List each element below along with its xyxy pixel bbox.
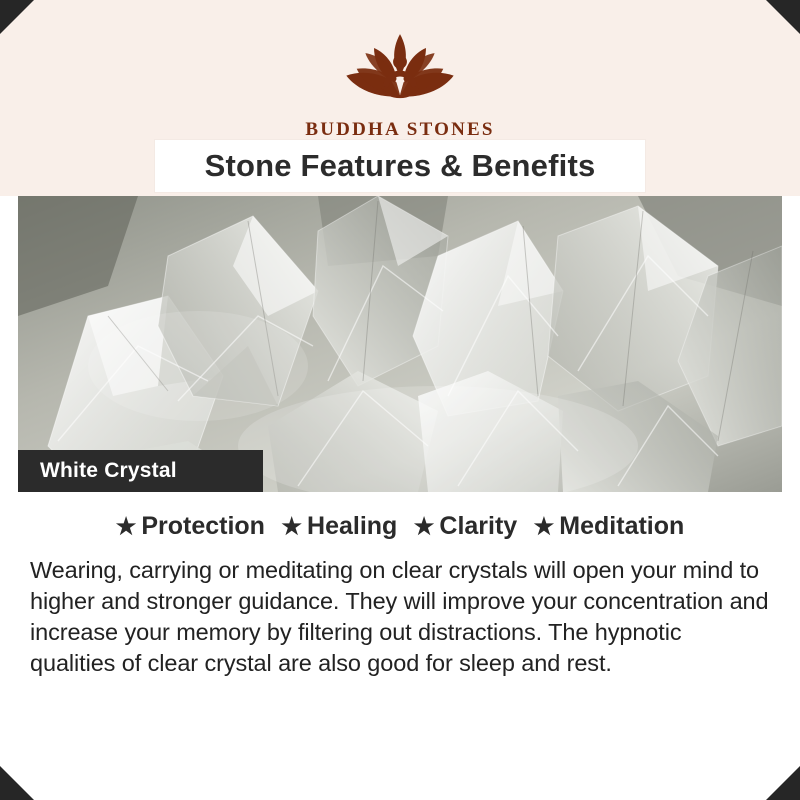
title-banner <box>155 140 645 192</box>
star-icon: ★ <box>413 513 435 539</box>
header-band <box>0 0 800 196</box>
benefits-row <box>0 512 800 541</box>
lotus-meditation-icon <box>330 22 470 112</box>
photo-caption-text: White Crystal <box>40 459 177 482</box>
benefit-item <box>116 512 265 541</box>
benefit-item <box>414 512 517 541</box>
star-icon: ★ <box>533 513 555 539</box>
crystal-photo <box>18 196 782 492</box>
benefit-item <box>281 512 397 541</box>
benefit-label: Clarity <box>439 512 518 540</box>
star-icon: ★ <box>115 513 137 539</box>
benefit-item <box>534 512 685 541</box>
body-section <box>0 492 800 800</box>
corner-decor-top-left <box>0 0 34 34</box>
benefit-label: Healing <box>307 512 398 540</box>
corner-decor-bottom-right <box>766 766 800 800</box>
brand-name: BUDDHA STONES <box>305 119 495 140</box>
corner-decor-top-right <box>766 0 800 34</box>
photo-caption-label <box>18 450 263 492</box>
description-text: Wearing, carrying or meditating on clear crystals will open your mind to higher and stronger guidance. They will improve your concentration and increase your memory by filtering out distractions. The hypnotic qualities of clear crystal are also good for sleep and rest. <box>30 557 769 677</box>
brand-block <box>0 22 800 141</box>
page-title: Stone Features & Benefits <box>204 148 596 183</box>
benefit-label: Meditation <box>559 512 685 540</box>
benefit-label: Protection <box>141 512 265 540</box>
corner-decor-bottom-left <box>0 766 34 800</box>
star-icon: ★ <box>281 513 303 539</box>
